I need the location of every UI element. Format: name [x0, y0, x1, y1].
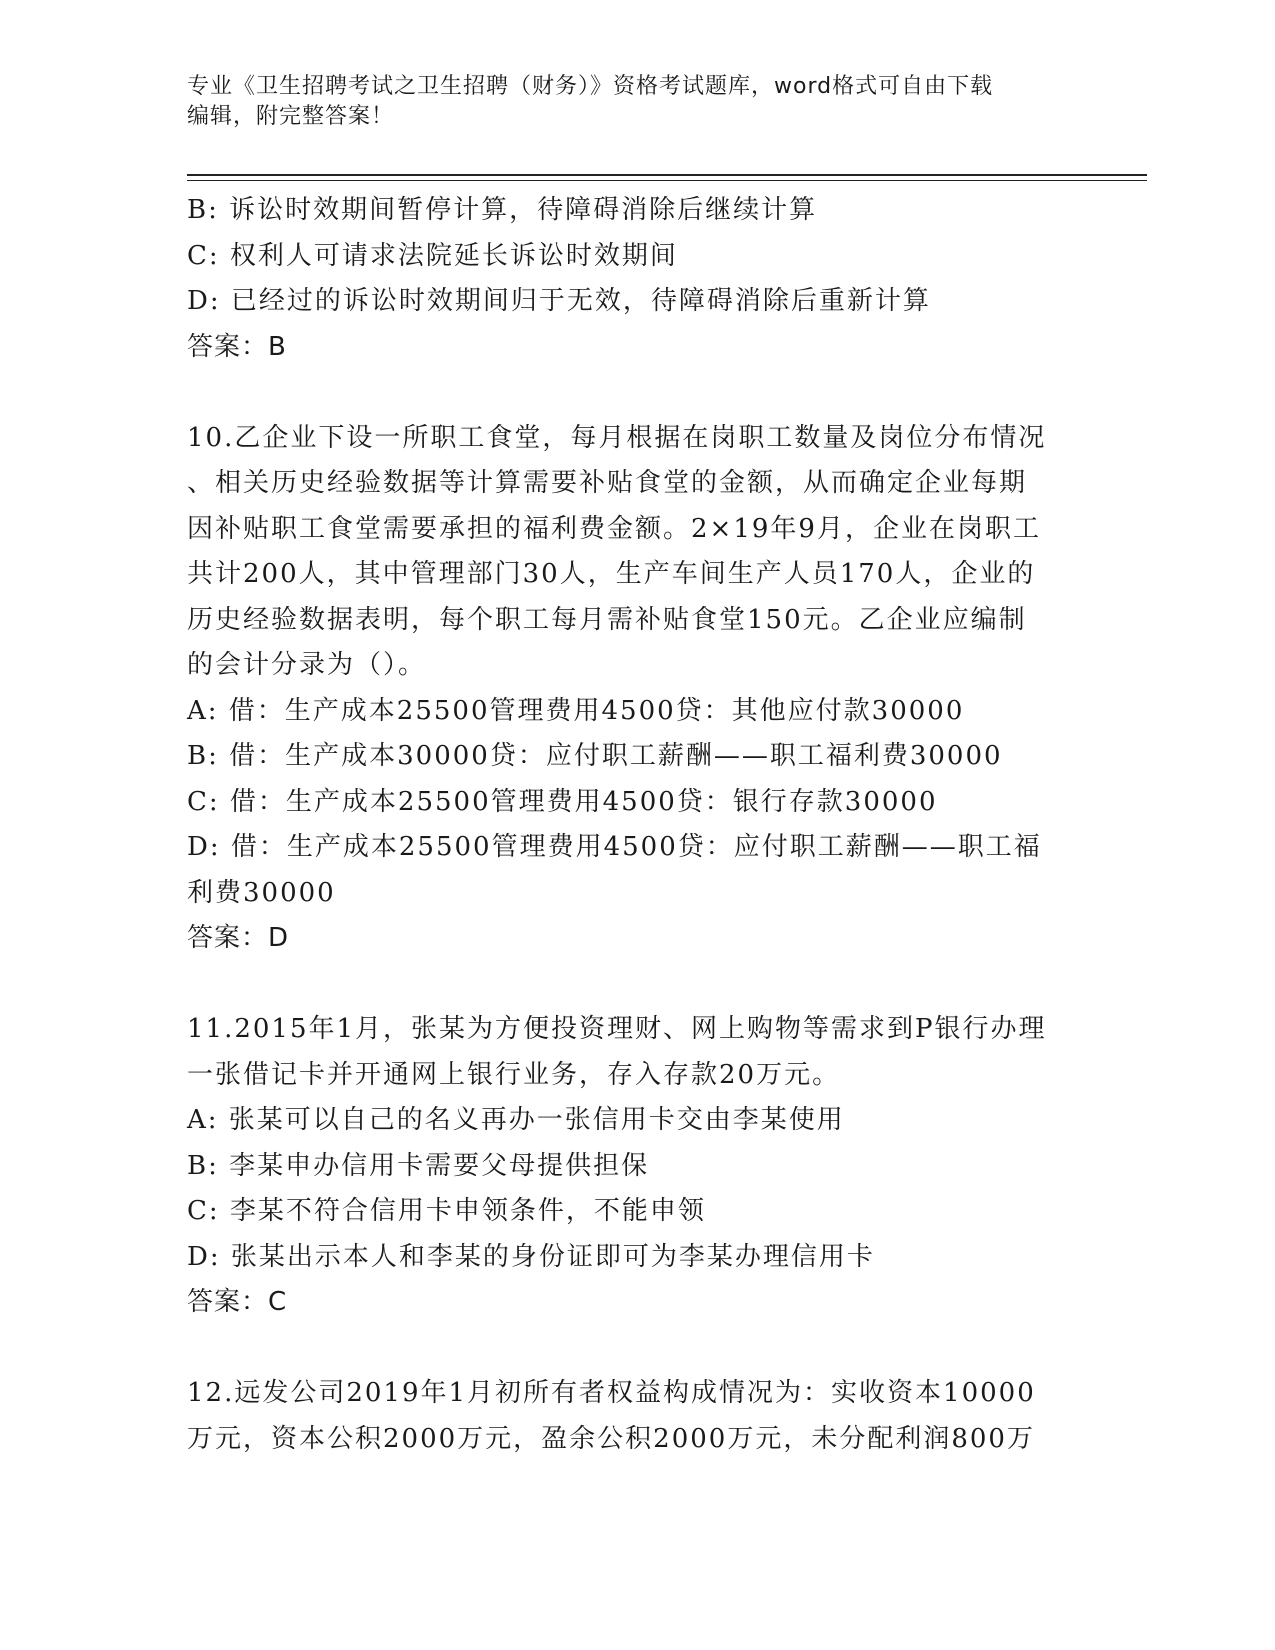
question-stem-line: 因补贴职工食堂需要承担的福利费金额。2×19年9月，企业在岗职工: [187, 513, 1041, 544]
question-10: [187, 416, 1087, 962]
option-b: B: 借：生产成本30000贷：应付职工薪酬——职工福利费30000: [187, 741, 1003, 771]
spacer: [187, 1326, 1087, 1372]
spacer: [187, 370, 1087, 416]
option-c: C: 权利人可请求法院延长诉讼时效期间: [187, 240, 678, 271]
question-stem-line: 万元，资本公积2000万元，盈余公积2000万元，未分配利润800万: [187, 1423, 1035, 1454]
header-line-1: 专业《卫生招聘考试之卫生招聘（财务）》资格考试题库，word格式可自由下载: [187, 74, 994, 99]
question-stem-line: 共计200人，其中管理部门30人，生产车间生产人员170人，企业的: [187, 559, 1036, 589]
question-stem-line: 历史经验数据表明，每个职工每月需补贴食堂150元。乙企业应编制: [187, 604, 1027, 635]
option-d-continued: 利费30000: [187, 877, 336, 908]
option-c: C: 李某不符合信用卡申领条件，不能申领: [187, 1196, 706, 1226]
answer-line: 答案：C: [187, 1287, 288, 1317]
document-header: [187, 72, 1087, 132]
option-b: B: 诉讼时效期间暂停计算，待障碍消除后继续计算: [187, 195, 818, 225]
option-c: C: 借：生产成本25500管理费用4500贷：银行存款30000: [187, 786, 938, 817]
spacer: [187, 962, 1087, 1008]
option-b: B: 李某申办信用卡需要父母提供担保: [187, 1150, 650, 1181]
question-stem-line: 12.远发公司2019年1月初所有者权益构成情况为：实收资本10000: [187, 1378, 1036, 1408]
question-stem-line: 11.2015年1月，张某为方便投资理财、网上购物等需求到P银行办理: [187, 1014, 1047, 1044]
option-a: A: 借：生产成本25500管理费用4500贷：其他应付款30000: [187, 695, 965, 726]
question-11: [187, 1007, 1087, 1326]
header-divider-thick: [187, 174, 1147, 176]
header-divider-thin: [187, 180, 1147, 181]
question-stem-line: 的会计分录为（）。: [187, 650, 427, 680]
answer-line: 答案：B: [187, 331, 287, 362]
option-d: D: 已经过的诉讼时效期间归于无效，待障碍消除后重新计算: [187, 286, 931, 316]
answer-line: 答案：D: [187, 923, 290, 953]
option-d: D: 借：生产成本25500管理费用4500贷：应付职工薪酬——职工福: [187, 832, 1042, 862]
question-stem-line: 一张借记卡并开通网上银行业务，存入存款20万元。: [187, 1059, 841, 1090]
previous-question: [187, 188, 1087, 370]
document-body: [187, 188, 1087, 1462]
question-12: [187, 1371, 1087, 1462]
question-stem-line: 、相关历史经验数据等计算需要补贴食堂的金额，从而确定企业每期: [187, 468, 1028, 498]
option-d: D: 张某出示本人和李某的身份证即可为李某办理信用卡: [187, 1241, 875, 1272]
header-line-2: 编辑，附完整答案！: [187, 104, 395, 129]
question-stem-line: 10.乙企业下设一所职工食堂，每月根据在岗职工数量及岗位分布情况: [187, 422, 1047, 453]
option-a: A: 张某可以自己的名义再办一张信用卡交由李某使用: [187, 1105, 845, 1135]
